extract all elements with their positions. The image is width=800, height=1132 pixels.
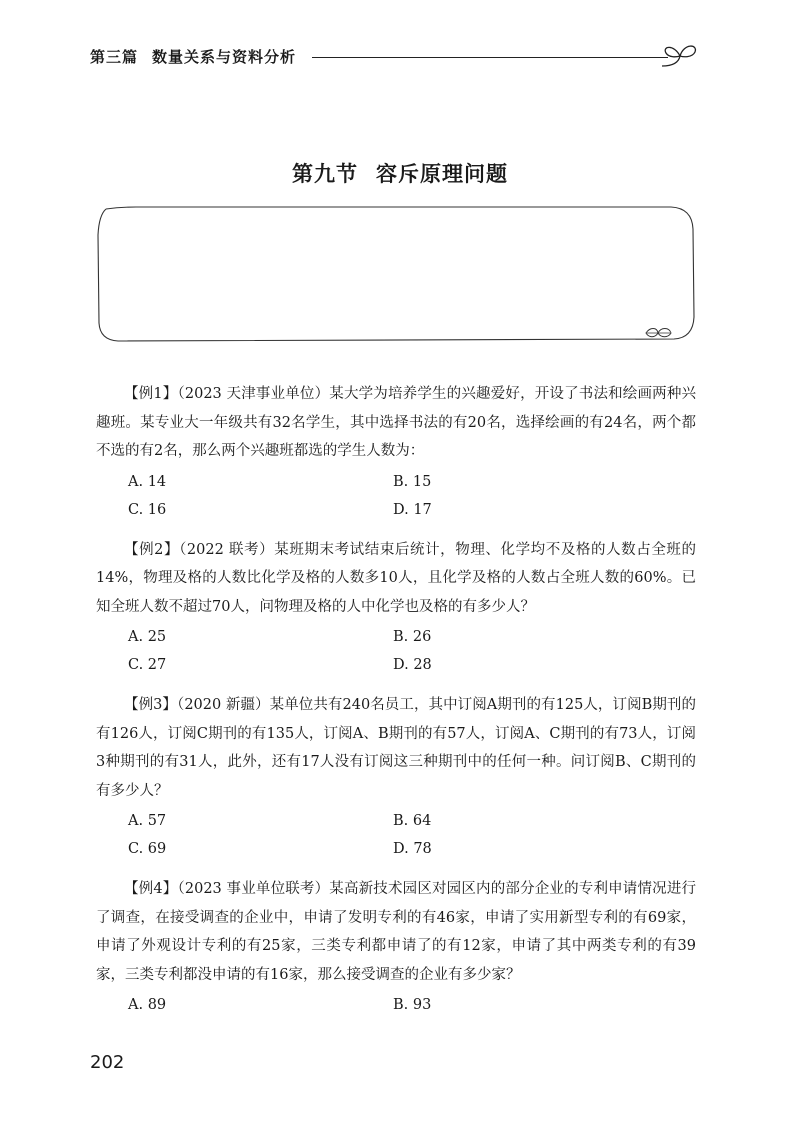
header-rule: [312, 57, 668, 58]
leaf-ornament-icon: [646, 329, 671, 337]
option-d: D. 17: [393, 501, 432, 518]
example-source: （2022 联考）: [179, 541, 275, 558]
options-grid: [96, 991, 696, 1019]
section-title: [0, 158, 800, 188]
header-title: 数量关系与资料分析: [152, 48, 297, 66]
page-number: 202: [90, 1052, 125, 1073]
options-grid: [96, 468, 696, 524]
question-body: 某高新技术园区对园区内的部分企业的专利申请情况进行了调查，在接受调查的企业中，申请了发明专利的有46家，申请了实用新型专利的有69家，申请了外观设计专利的有25家，三类专利都申请了的有12家，申请了其中两类专利的有39家，三类专利都没申请的有16家，那么接受调查的企业有多少家？: [96, 881, 696, 983]
header-part: 第三篇: [90, 48, 139, 66]
example-label: 【例3】: [124, 697, 178, 713]
running-header: [90, 40, 700, 70]
option-c: C. 69: [128, 841, 167, 857]
question-text: [96, 691, 696, 805]
example-source: （2020 新疆）: [177, 697, 270, 713]
option-b: B. 26: [393, 629, 432, 645]
question-body: 某大学为培养学生的兴趣爱好，开设了书法和绘画两种兴趣班。某专业大一年级共有32名学生，其中选择书法的有20名，选择绘画的有24名，两个都不选的有2名，那么两个兴趣班都选的学生人数为：: [96, 386, 696, 459]
example-label: 【例1】: [124, 386, 178, 402]
example-source: （2023 事业单位联考）: [177, 881, 330, 897]
decorative-frame: [96, 205, 696, 345]
question-text: [96, 536, 696, 622]
option-a: A. 57: [128, 813, 167, 829]
option-d: D. 78: [393, 841, 432, 857]
examples-list: [96, 380, 696, 1031]
option-c: C. 27: [128, 657, 167, 673]
option-b: B. 15: [393, 473, 432, 490]
option-a: A. 14: [128, 473, 167, 490]
section-name: 容斥原理问题: [376, 161, 508, 186]
example-label: 【例2】: [124, 541, 180, 558]
option-a: A. 89: [128, 997, 167, 1013]
example-label: 【例4】: [124, 881, 178, 897]
example-3: [96, 691, 696, 863]
option-c: C. 16: [128, 501, 167, 518]
question-body: 某班期末考试结束后统计，物理、化学均不及格的人数占全班的14%，物理及格的人数比化学及格的人数多10人，且化学及格的人数占全班人数的60%。已知全班人数不超过70人，问物理及格的人中化学也及格的有多少人？: [96, 541, 696, 615]
question-text: [96, 875, 696, 989]
example-source: （2023 天津事业单位）: [177, 386, 330, 402]
question-body: 某单位共有240名员工，其中订阅A期刊的有125人，订阅B期刊的有126人，订阅C期刊的有135人，订阅A、B期刊的有57人，订阅A、C期刊的有73人，订阅3种期刊的有31人，此外，还有17人没有订阅这三种期刊中的任何一种。问订阅B、C期刊的有多少人？: [96, 697, 697, 799]
question-text: [96, 380, 696, 466]
option-a: A. 25: [128, 629, 167, 645]
options-grid: [96, 623, 696, 679]
option-b: B. 93: [393, 997, 432, 1013]
section-number: 第九节: [292, 161, 358, 186]
example-4: [96, 875, 696, 1019]
option-b: B. 64: [393, 813, 432, 829]
options-grid: [96, 807, 696, 863]
example-2: [96, 536, 696, 680]
header-text: [90, 46, 296, 67]
option-d: D. 28: [393, 657, 432, 673]
sprout-icon: [660, 40, 700, 70]
example-1: [96, 380, 696, 524]
